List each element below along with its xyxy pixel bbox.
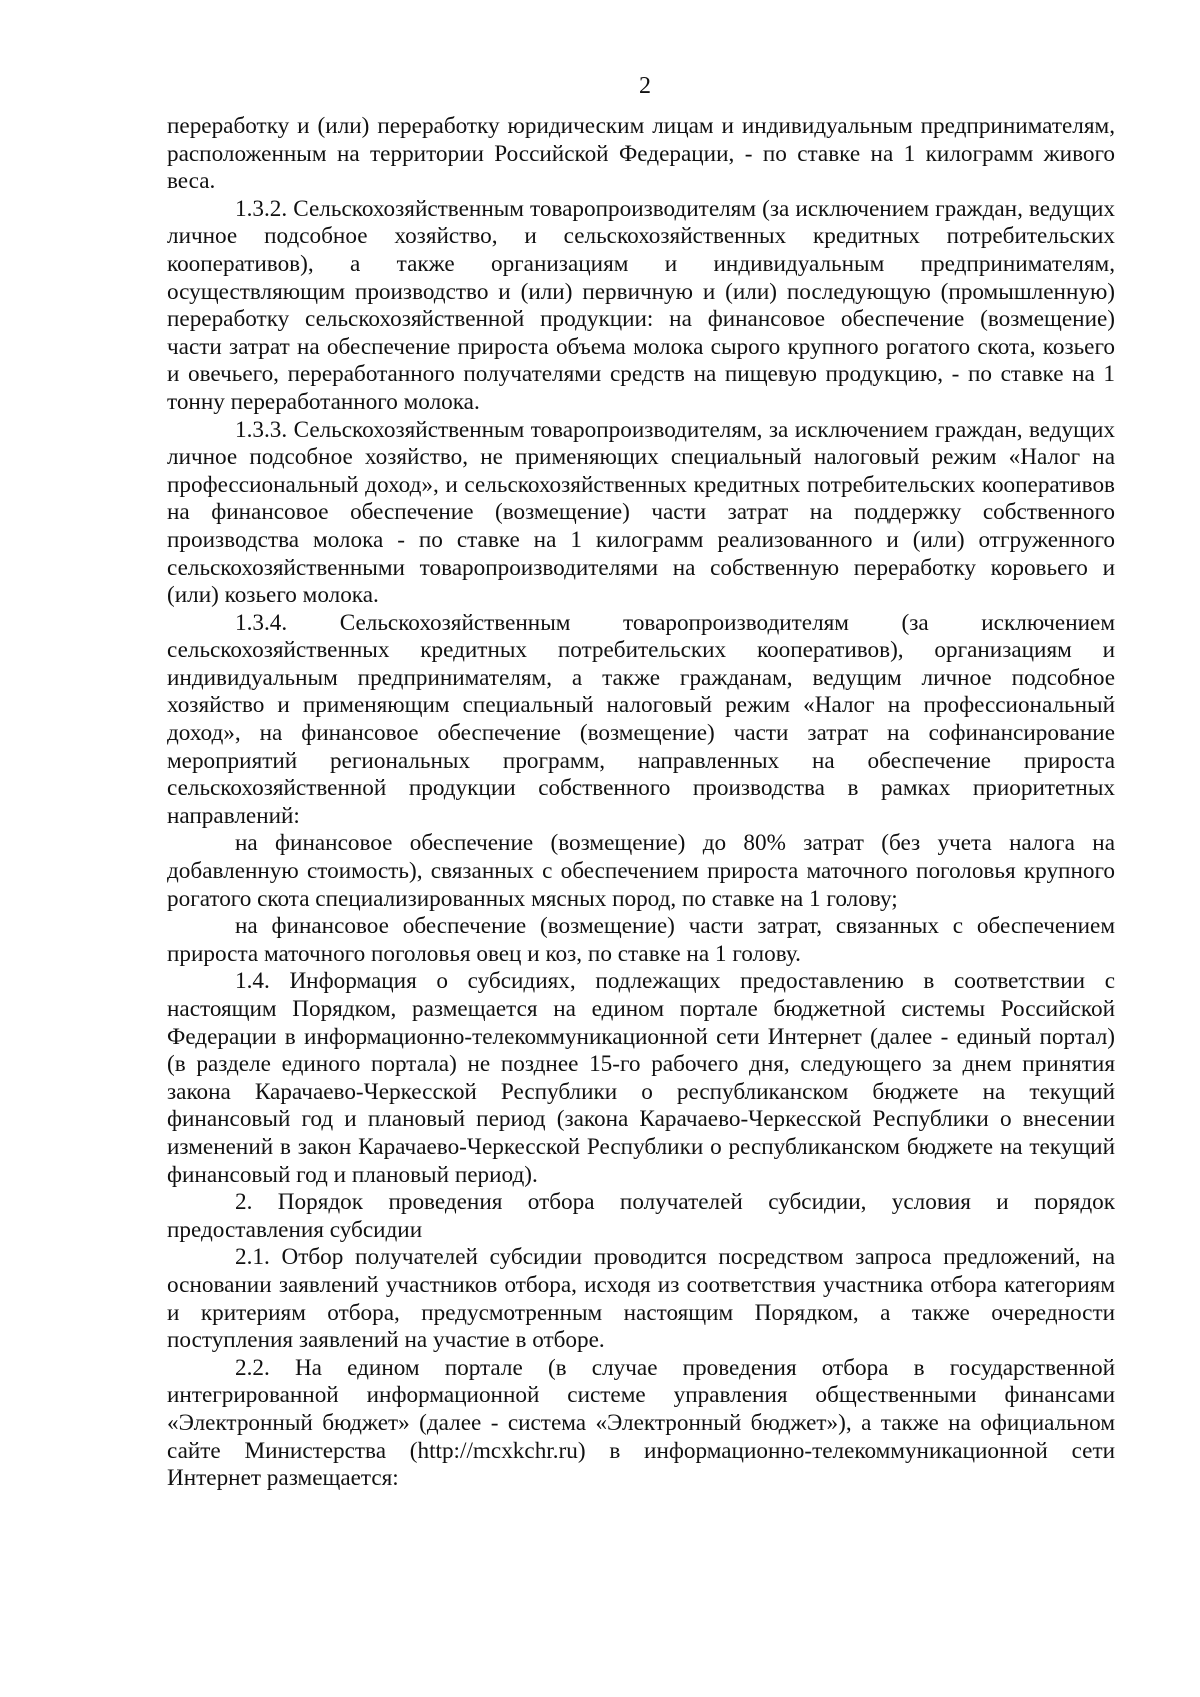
paragraph-1-3-2: 1.3.2. Сельскохозяйственным товаропроизводителям (за исключением граждан, ведущих личное подсобное хозяйство, и сельскохозяйственных кредитных потребительских кооперативов), а также организациям и индивидуальным предпринимателям, осуществляющим производство и (или) первичную и (или) последующую (промышленную) переработку сельскохозяйственной продукции: на финансовое обеспечение (возмещение) части затрат на обеспечение прироста объема молока сырого крупного рогатого скота, козьего и овечьего, переработанного получателями средств на пищевую продукцию, - по ставке на 1 тонну переработанного молока.	[167, 195, 1115, 415]
document-body	[167, 113, 1115, 1493]
section-2-heading: 2. Порядок проведения отбора получателей субсидии, условия и порядок предоставления субсидии	[167, 1189, 1115, 1243]
paragraph-continuation: переработку и (или) переработку юридическим лицам и индивидуальным предпринимателям, расположенным на территории Российской Федерации, - по ставке на 1 килограмм живого веса.	[167, 113, 1115, 195]
paragraph-subitem-sheep-goats: на финансовое обеспечение (возмещение) части затрат, связанных с обеспечением прироста маточного поголовья овец и коз, по ставке на 1 голову.	[167, 913, 1115, 967]
paragraph-subitem-cattle: на финансовое обеспечение (возмещение) до 80% затрат (без учета налога на добавленную стоимость), связанных с обеспечением прироста маточного поголовья крупного рогатого скота специализированных мясных пород, по ставке на 1 голову;	[167, 830, 1115, 912]
paragraph-2-2: 2.2. На едином портале (в случае проведения отбора в государственной интегрированной информационной системе управления общественными финансами «Электронный бюджет» (далее - система «Электронный бюджет»), а также на официальном сайте Министерства (http://mcxkchr.ru) в информационно-телекоммуникационной сети Интернет размещается:	[167, 1354, 1115, 1492]
paragraph-1-3-3: 1.3.3. Сельскохозяйственным товаропроизводителям, за исключением граждан, ведущих личное подсобное хозяйство, не применяющих специальный налоговый режим «Налог на профессиональный доход», и сельскохозяйственных кредитных потребительских кооперативов на финансовое обеспечение (возмещение) части затрат на поддержку собственного производства молока - по ставке на 1 килограмм реализованного и (или) отгруженного сельскохозяйственными товаропроизводителями на собственную переработку коровьего и (или) козьего молока.	[167, 416, 1115, 609]
paragraph-1-3-4: 1.3.4. Сельскохозяйственным товаропроизводителям (за исключением сельскохозяйственных кредитных потребительских кооперативов), организациям и индивидуальным предпринимателям, а также гражданам, ведущим личное подсобное хозяйство и применяющим специальный налоговый режим «Налог на профессиональный доход», на финансовое обеспечение (возмещение) части затрат на софинансирование мероприятий региональных программ, направленных на обеспечение прироста сельскохозяйственной продукции собственного производства в рамках приоритетных направлений:	[167, 609, 1115, 829]
page-number: 2	[639, 73, 651, 99]
paragraph-1-4: 1.4. Информация о субсидиях, подлежащих предоставлению в соответствии с настоящим Порядком, размещается на едином портале бюджетной системы Российской Федерации в информационно-телекоммуникационной сети Интернет (далее - единый портал) (в разделе единого портала) не позднее 15-го рабочего дня, следующего за днем принятия закона Карачаево-Черкесской Республики о республиканском бюджете на текущий финансовый год и плановый период (закона Карачаево-Черкесской Республики о внесении изменений в закон Карачаево-Черкесской Республики о республиканском бюджете на текущий финансовый год и плановый период).	[167, 968, 1115, 1188]
paragraph-2-1: 2.1. Отбор получателей субсидии проводится посредством запроса предложений, на основании заявлений участников отбора, исходя из соответствия участника отбора категориям и критериям отбора, предусмотренным настоящим Порядком, а также очередности поступления заявлений на участие в отборе.	[167, 1244, 1115, 1354]
